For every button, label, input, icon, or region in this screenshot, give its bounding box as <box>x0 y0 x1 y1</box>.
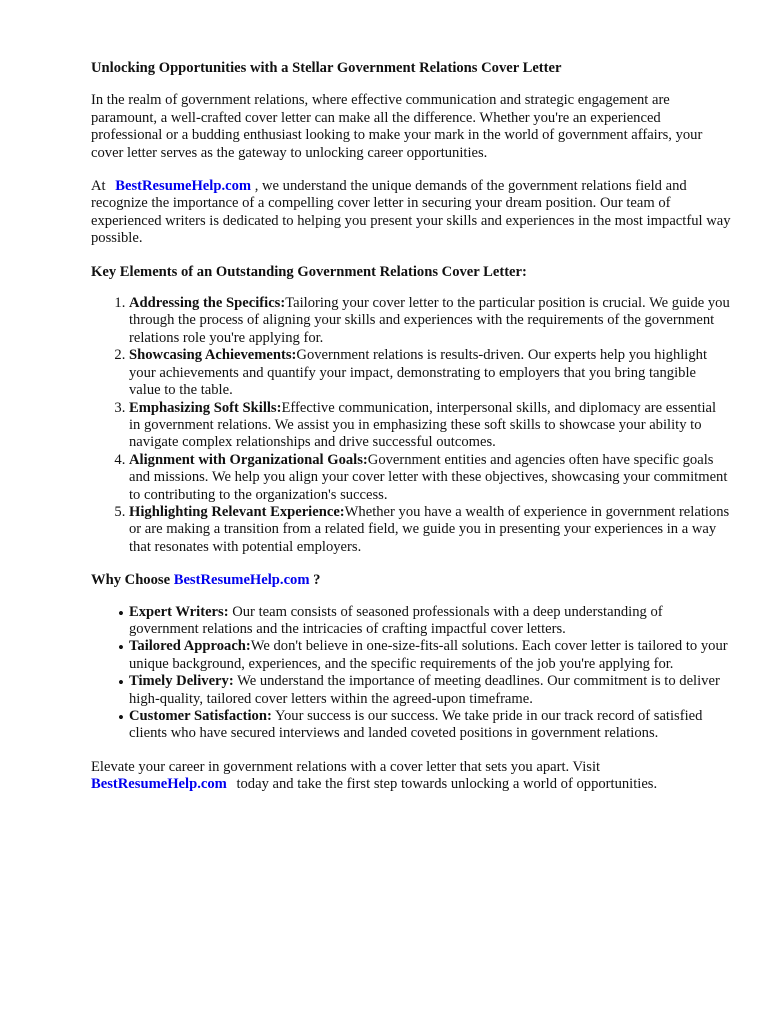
list-item-term: Addressing the Specifics: <box>129 295 286 312</box>
list-item-text: Government relations is results-driven. Our experts help you highlight your achievements and quantify your impact, demonstrating to employers that you bring tangible value to the table. <box>129 347 707 399</box>
list-item <box>129 452 731 504</box>
list-item <box>129 295 731 347</box>
why-choose-heading <box>91 572 731 589</box>
about-paragraph <box>91 178 731 248</box>
list-item <box>118 603 731 639</box>
list-item-text: We don't believe in one-size-fits-all solutions. Each cover letter is tailored to your unique background, experiences, and the specific requirements of the job you're applying for. <box>129 638 728 672</box>
closing-suffix: today and take the first step towards unlocking a world of opportunities. <box>236 776 658 793</box>
list-item-term: Timely Delivery: <box>129 673 234 690</box>
list-item-text: Government entities and agencies often have specific goals and missions. We help you align your cover letter with these objectives, showcasing your commitment to contributing to the organization's success. <box>129 451 728 503</box>
closing-paragraph <box>91 759 731 794</box>
list-item-text: Whether you have a wealth of experience in government relations or are making a transition from a related field, we guide you in presenting your experiences in a way that resonates with potential employers. <box>129 503 730 555</box>
list-item-term: Customer Satisfaction: <box>129 708 272 724</box>
list-item-text: Your success is our success. We take pride in our track record of satisfied clients who have secured interviews and landed coveted positions in government relations. <box>129 708 703 742</box>
bullet-icon: • <box>118 603 124 623</box>
list-item <box>118 638 731 673</box>
list-item <box>118 673 731 708</box>
why-choose-prefix: Why Choose <box>91 572 171 589</box>
list-item-text: Effective communication, interpersonal skills, and diplomacy are essential in government relations. We assist you in emphasizing these soft skills to showcase your ability to navigate complex relationships and drive successful outcomes. <box>129 399 717 451</box>
key-elements-heading: Key Elements of an Outstanding Government Relations Cover Letter: <box>91 263 527 280</box>
reasons-list <box>91 604 731 743</box>
why-choose-link[interactable]: BestResumeHelp.com <box>173 572 310 589</box>
bestresumehelp-link[interactable]: BestResumeHelp.com <box>115 178 252 195</box>
closing-prefix: Elevate your career in government relations with a cover letter that sets you apart. Visit <box>91 758 601 775</box>
list-item-text: We understand the importance of meeting deadlines. Our commitment is to deliver high-quality, tailored cover letters within the agreed-upon timeframe. <box>129 673 720 707</box>
bullet-icon: • <box>118 638 124 658</box>
bullet-icon: • <box>118 708 124 727</box>
list-item-term: Highlighting Relevant Experience: <box>129 503 345 520</box>
document-title: Unlocking Opportunities with a Stellar Government Relations Cover Letter <box>91 60 562 76</box>
list-item <box>129 347 731 399</box>
about-prefix: At <box>91 178 106 195</box>
list-item <box>118 708 731 743</box>
about-suffix: , we understand the unique demands of the government relations field and recognize the importance of a compelling cover letter in securing your dream position. Our team of experienced writers is dedicated to helping you present your skills and experiences in the most impactful way possible. <box>91 178 731 247</box>
document-page <box>91 60 731 810</box>
key-elements-list <box>91 295 731 556</box>
list-item-term: Expert Writers: <box>129 603 229 620</box>
list-item <box>129 400 731 452</box>
list-item-term: Tailored Approach: <box>129 638 251 655</box>
bullet-icon: • <box>118 673 124 693</box>
list-item-text: Our team consists of seasoned professionals with a deep understanding of government relations and the intricacies of crafting impactful cover letters. <box>129 603 663 637</box>
list-item-term: Emphasizing Soft Skills: <box>129 399 282 416</box>
list-item-text: Tailoring your cover letter to the particular position is crucial. We guide you through the process of aligning your skills and experiences with the requirements of the government relations role you're applying for. <box>129 295 730 346</box>
list-item-term: Showcasing Achievements: <box>129 347 297 364</box>
closing-link[interactable]: BestResumeHelp.com <box>91 776 227 793</box>
list-item <box>129 504 731 556</box>
why-choose-suffix: ? <box>313 572 321 589</box>
intro-paragraph: In the realm of government relations, where effective communication and strategic engagement are paramount, a well-crafted cover letter can make all the difference. Whether you're an experienced professional or a budding enthusiast looking to make your mark in the world of government affairs, your cover letter serves as the gateway to unlocking career opportunities. <box>91 92 703 161</box>
list-item-term: Alignment with Organizational Goals: <box>129 451 368 468</box>
